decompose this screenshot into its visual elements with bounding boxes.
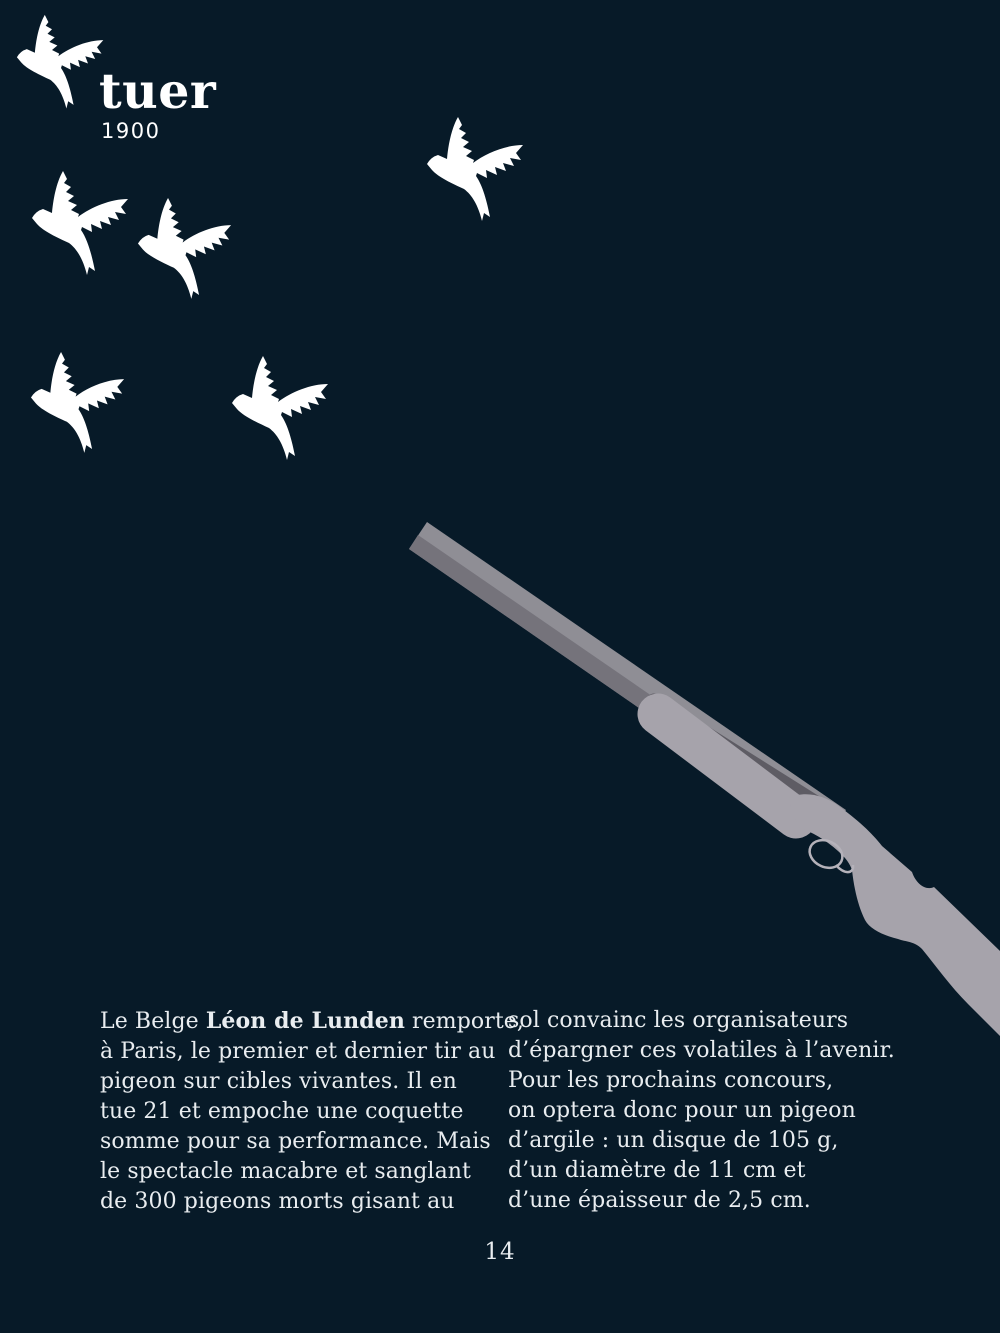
text-line: on optera donc pour un pigeon [508,1098,856,1123]
athlete-name: Léon de Lunden [205,1008,405,1034]
shotgun-stock [788,794,1000,1036]
text-line: le spectacle macabre et sanglant [100,1159,471,1184]
text-line: tue 21 et empoche une coquette [100,1099,464,1124]
dove-icon [31,352,124,453]
dove-icon [138,198,231,299]
text-run: Le Belge [100,1009,206,1034]
dove-icon [427,117,523,221]
text-column-right [508,1006,908,1216]
text-line: d’argile : un disque de 105 g, [508,1128,839,1153]
text-line: d’épargner ces volatiles à l’avenir. [508,1038,895,1063]
text-line: à Paris, le premier et dernier tir au [100,1039,496,1064]
text-line: d’un diamètre de 11 cm et [508,1158,806,1183]
dove-icon [17,15,103,109]
dove-icon [32,171,128,275]
text-line: sol convainc les organisateurs [508,1008,849,1033]
text-run: remporte, [404,1009,525,1034]
text-line: Pour les prochains concours, [508,1068,834,1093]
text-line: d’une épaisseur de 2,5 cm. [508,1188,811,1213]
text-line: de 300 pigeons morts gisant au [100,1189,455,1214]
page-number: 14 [484,1239,516,1265]
text-line: somme pour sa performance. Mais [100,1129,491,1154]
text-line: pigeon sur cibles vivantes. Il en [100,1069,457,1094]
title-block [99,62,217,144]
dove-icon [232,356,328,460]
text-column-left [100,1006,525,1217]
page-title: tuer [99,62,217,120]
text-line [100,1006,525,1037]
title-year: 1900 [101,119,161,144]
shotgun-illustration [409,522,1000,1036]
